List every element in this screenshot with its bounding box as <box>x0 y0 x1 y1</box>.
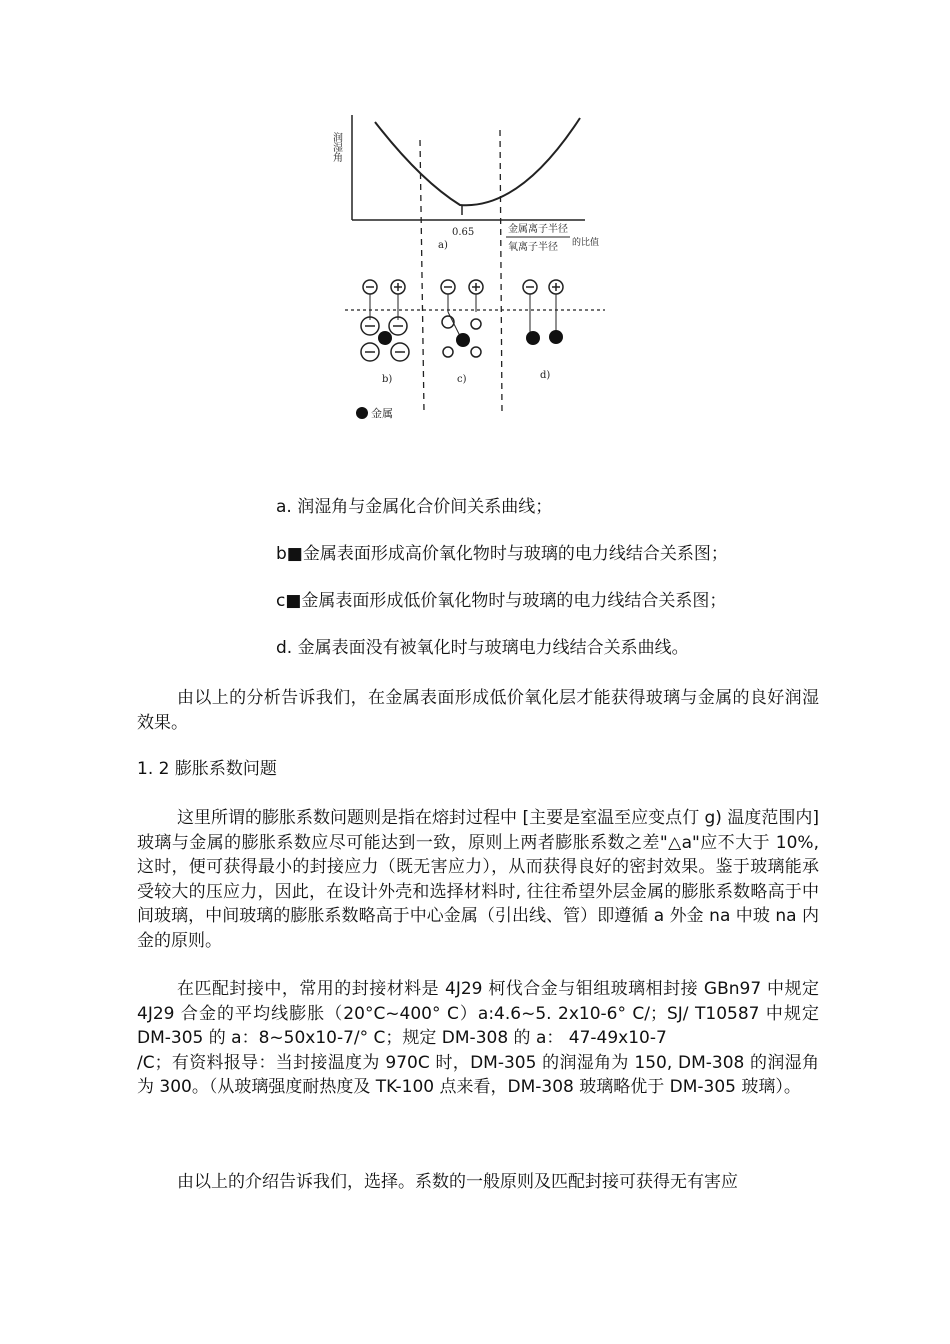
legend-marker <box>356 407 368 419</box>
section-heading: 1. 2 膨胀系数问题 <box>137 759 277 779</box>
paragraph-wetting-conclusion <box>137 686 819 735</box>
figure-wetting-angle <box>330 100 630 430</box>
legend-label: 金属 <box>371 407 393 420</box>
x-tick-label: 0.65 <box>452 227 475 238</box>
panel-c-label: c) <box>457 374 467 385</box>
separator-right <box>500 130 502 412</box>
panel-d-label: d) <box>540 370 551 381</box>
paragraph-text: 这里所谓的膨胀系数问题则是指在熔封过程中 [主要是室温至应变点仃 g) 温度范围内] 玻璃与金属的膨胀系数应尽可能达到一致，原则上两者膨胀系数之差"△a"应不大于 10%, 这时，便可获得最小的封接应力（既无害应力），从而获得良好的密封效果。鉴于玻璃能承受较大的压应力，因此，在设计外壳和选择材料时, 往往希望外层金属的膨胀系数略高于中间玻璃，中间玻璃的膨胀系数略高于中心金属（引出线、管）即遵循 a 外金 na 中玻 na 内金的原则。 <box>137 808 819 951</box>
ratio-denominator: 氧离子半径 <box>508 242 558 253</box>
ratio-numerator: 金属离子半径 <box>508 224 568 235</box>
panel-b-label: b) <box>382 374 393 385</box>
separator-left <box>420 140 424 412</box>
caption-d: d. 金属表面没有被氧化时与玻璃电力线结合关系曲线。 <box>276 638 689 658</box>
caption-a: a. 润湿角与金属化合价间关系曲线； <box>276 497 553 517</box>
panel-b-diagram <box>361 280 409 385</box>
ratio-suffix: 的比值 <box>572 238 600 248</box>
panel-c-diagram <box>441 280 483 385</box>
paragraph-text-continued: /C；有资料报导：当封接温度为 970C 时，DM-305 的润湿角为 150, DM-308 的润湿角为 300。（从玻璃强度耐热度及 TK-100 点来看，DM-308 玻璃略优于 DM-305 玻璃）。 <box>137 1052 819 1097</box>
panel-d-diagram <box>523 280 563 381</box>
paragraph-text: 由以上的介绍告诉我们，选择。系数的一般原则及匹配封接可获得无有害应 <box>177 1172 738 1192</box>
figure-svg <box>330 100 630 430</box>
caption-b: b■金属表面形成高价氧化物时与玻璃的电力线结合关系图； <box>276 544 728 564</box>
paragraph-matched-sealing <box>137 977 819 1100</box>
y-axis-label: 润湿角 <box>330 132 342 162</box>
paragraph-text: 由以上的分析告诉我们，在金属表面形成低价氧化层才能获得玻璃与金属的良好润湿效果。 <box>137 688 819 733</box>
panel-a-label: a) <box>438 240 448 251</box>
wetting-curve <box>375 118 580 205</box>
paragraph-expansion <box>137 806 819 953</box>
paragraph-text: 在匹配封接中，常用的封接材料是 4J29 柯伐合金与钼组玻璃相封接 GBn97 中规定 4J29 合金的平均线膨胀（20°C~400° C）a:4.6~5. 2x10-6° C/；SJ/ T10587 中规定 DM-305 的 a：8~50x10-7/° C；规定 DM-308 的 a： 47-49x10-7 <box>137 979 819 1048</box>
caption-c: c■金属表面形成低价氧化物时与玻璃的电力线结合关系图； <box>276 591 727 611</box>
paragraph-summary <box>137 1170 819 1195</box>
